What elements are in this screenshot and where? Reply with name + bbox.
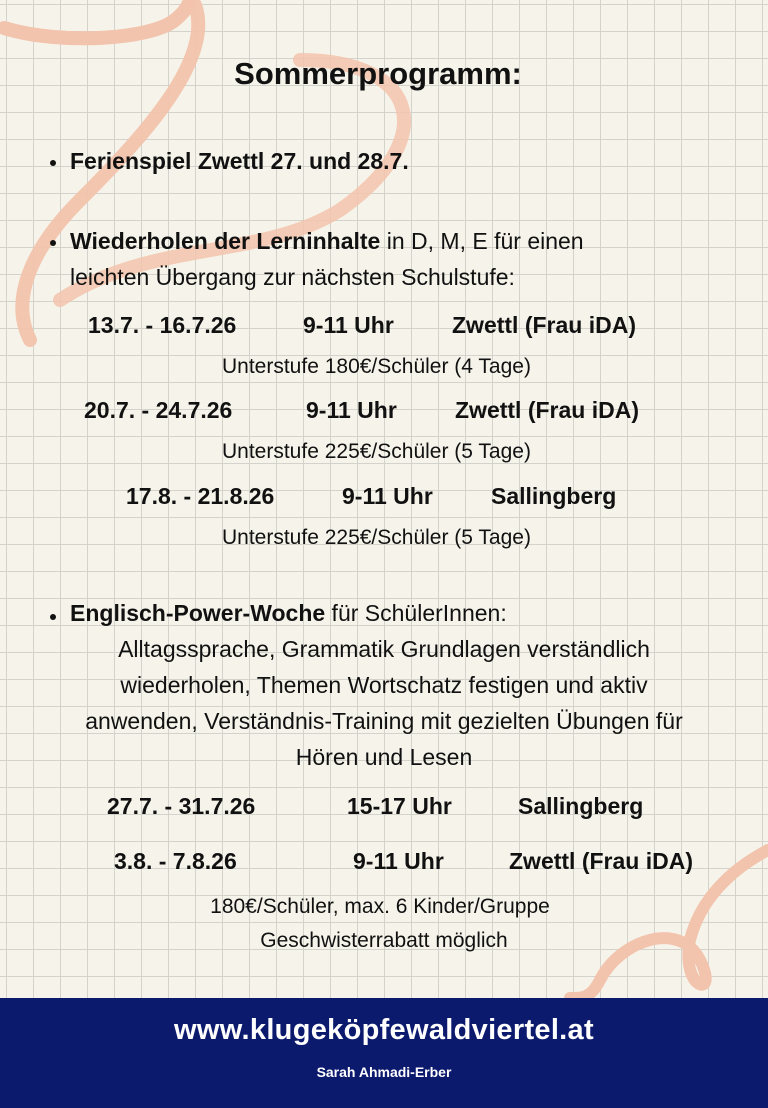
- bullet-dot: [50, 160, 56, 166]
- bullet-englisch-title: Englisch-Power-Woche: [70, 600, 326, 626]
- englisch-desc-line: anwenden, Verständnis-Training mit gezielten Übungen für: [85, 708, 683, 734]
- bullet-englisch-rest: für SchülerInnen:: [325, 600, 507, 626]
- schedule-place: Zwettl (Frau iDA): [455, 397, 639, 423]
- author-name: Sarah Ahmadi-Erber: [316, 1064, 452, 1080]
- schedule-dates: 3.8. - 7.8.26: [114, 848, 237, 874]
- bullet-wiederholen-line2: leichten Übergang zur nächsten Schulstufe:: [70, 264, 515, 290]
- bullet-dot: [50, 614, 56, 620]
- page-title: Sommerprogramm:: [234, 56, 522, 91]
- price-note: 180€/Schüler, max. 6 Kinder/Gruppe: [210, 895, 550, 918]
- bullet-englisch: [70, 600, 507, 627]
- bullet-ferienspiel: Ferienspiel Zwettl 27. und 28.7.: [70, 148, 409, 174]
- englisch-desc-line: Hören und Lesen: [295, 744, 473, 770]
- website-url[interactable]: www.klugeköpfewaldviertel.at: [174, 1014, 594, 1046]
- schedule-dates: 17.8. - 21.8.26: [126, 483, 275, 509]
- bullet-wiederholen-rest: in D, M, E für einen: [380, 228, 584, 254]
- schedule-place: Sallingberg: [518, 793, 644, 819]
- schedule-dates: 20.7. - 24.7.26: [84, 397, 233, 423]
- schedule-time: 9-11 Uhr: [342, 483, 433, 509]
- schedule-time: 15-17 Uhr: [347, 793, 452, 819]
- schedule-time: 9-11 Uhr: [303, 312, 394, 338]
- bullet-wiederholen: [70, 228, 584, 255]
- discount-note: Geschwisterrabatt möglich: [260, 929, 508, 952]
- schedule-price: Unterstufe 225€/Schüler (5 Tage): [222, 440, 531, 463]
- bullet-wiederholen-title: Wiederholen der Lerninhalte: [70, 228, 381, 254]
- schedule-time: 9-11 Uhr: [306, 397, 397, 423]
- schedule-price: Unterstufe 225€/Schüler (5 Tage): [222, 526, 531, 549]
- schedule-place: Sallingberg: [491, 483, 617, 509]
- schedule-dates: 13.7. - 16.7.26: [88, 312, 237, 338]
- englisch-desc-line: Alltagssprache, Grammatik Grundlagen verständlich: [118, 636, 650, 662]
- bullet-dot: [50, 240, 56, 246]
- schedule-dates: 27.7. - 31.7.26: [107, 793, 256, 819]
- schedule-time: 9-11 Uhr: [353, 848, 444, 874]
- schedule-place: Zwettl (Frau iDA): [452, 312, 636, 338]
- schedule-place: Zwettl (Frau iDA): [509, 848, 693, 874]
- footer-banner: [0, 998, 768, 1108]
- schedule-price: Unterstufe 180€/Schüler (4 Tage): [222, 355, 531, 378]
- englisch-desc-line: wiederholen, Themen Wortschatz festigen und aktiv: [120, 672, 648, 698]
